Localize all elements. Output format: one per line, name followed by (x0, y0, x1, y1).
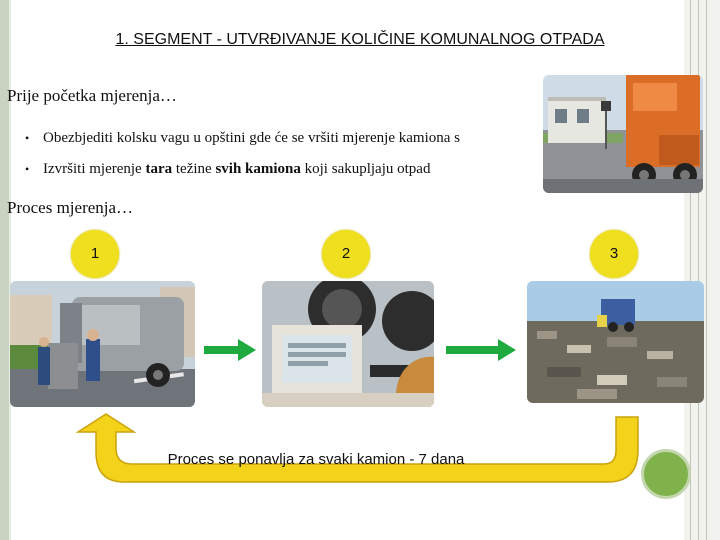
loop-label: Proces se ponavlja za svaki kamion - 7 dana (167, 451, 465, 468)
bullet-item: • Obezbjediti kolsku vagu u opštini gde će se vršiti mjerenje kamiona s (25, 130, 460, 146)
arrow-2-to-3-icon (446, 339, 516, 361)
before-heading: Prije početka mjerenja… (7, 86, 177, 105)
decorative-green-circle (641, 449, 691, 499)
step-1-circle: 1 (71, 230, 119, 278)
bold-trucks: svih kamiona (215, 161, 301, 177)
bullet-item: • Izvršiti mjerenje tara težine svih kamiona koji sakupljaju otpad (25, 161, 431, 177)
process-heading: Proces mjerenja… (7, 198, 134, 217)
slide-title: 1. SEGMENT - UTVRĐIVANJE KOLIČINE KOMUNALNOG OTPADA (115, 31, 605, 48)
loop-arrow-icon (78, 414, 638, 482)
step-2-circle: 2 (322, 230, 370, 278)
arrow-1-to-2-icon (204, 339, 256, 361)
bold-tara: tara (145, 161, 173, 177)
bullet-text: Obezbjediti kolsku vagu u opštini gde će se vršiti mjerenje kamiona s (43, 130, 460, 146)
step-3-circle: 3 (590, 230, 638, 278)
